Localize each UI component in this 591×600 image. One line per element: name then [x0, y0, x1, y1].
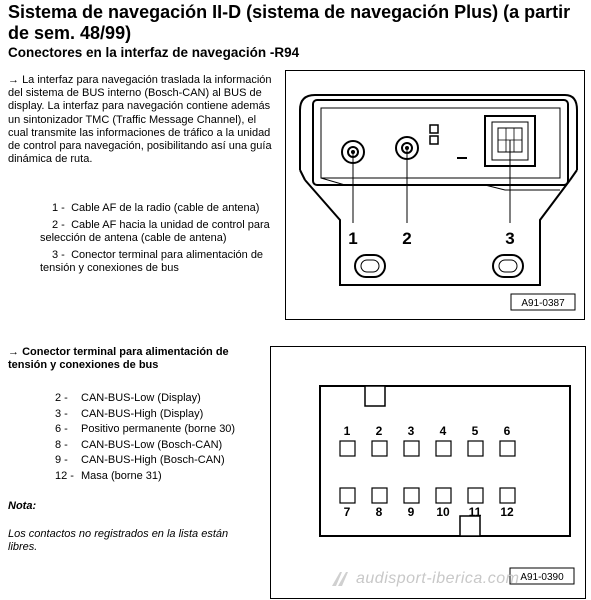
pin-label: 8	[375, 505, 383, 519]
pin-label: 11	[468, 505, 482, 519]
page-subtitle: Conectores en la interfaz de navegación -R94	[8, 45, 300, 60]
pin-label: 4	[439, 424, 447, 438]
callout-1: 1	[348, 229, 358, 248]
figure-ref: A91-0387	[521, 298, 565, 309]
pin-label: 12	[500, 505, 514, 519]
callout-2: 2	[402, 229, 412, 248]
pin-label: 9	[407, 505, 415, 519]
legend-item: 2 - Cable AF hacia la unidad de control para selección de antena (cable de antena)	[40, 219, 270, 244]
pin-label: 6	[503, 424, 511, 438]
note-label: Nota:	[8, 500, 37, 512]
list-item: 2 - CAN-BUS-Low (Display)	[55, 392, 201, 404]
pin-label: 3	[407, 424, 415, 438]
pin-label: 2	[375, 424, 383, 438]
section-heading: → Conector terminal para alimentación de tensión y conexiones de bus	[8, 346, 229, 371]
page-title: Sistema de navegación II-D (sistema de navegación Plus) (a partir de sem. 48/99)	[8, 2, 571, 43]
watermark-logo-icon	[330, 570, 352, 588]
watermark-text: audisport-iberica.com	[356, 570, 520, 587]
arrow-icon: →	[8, 346, 19, 358]
list-item: 8 - CAN-BUS-Low (Bosch-CAN)	[55, 438, 223, 451]
intro-paragraph	[8, 74, 278, 166]
list-item: 6 - Positivo permanente (borne 30)	[55, 423, 236, 435]
pin-label: 5	[471, 424, 479, 438]
intro-text: La interfaz para navegación traslada la información del sistema de BUS interno (Bosch-CAN) al BUS de display. La interfaz para navegación contiene además un sintonizador TMC (Traffic Message Channel), el cual transmite las informaciones de tráfico a la unidad de control para navegación, posibilitando así una guía dinámica de ruta.	[8, 74, 272, 166]
pin-label: 10	[436, 505, 450, 519]
figure-connector-pinout	[270, 346, 586, 600]
legend-item: 3 - Conector terminal para alimentación de tensión y conexiones de bus	[40, 249, 264, 274]
arrow-icon: →	[8, 74, 19, 86]
pin-list	[55, 391, 275, 484]
legend-item: 1 - Cable AF de la radio (cable de antena)	[52, 202, 260, 214]
list-item: 12 - Masa (borne 31)	[55, 469, 162, 482]
list-item: 9 - CAN-BUS-High (Bosch-CAN)	[55, 454, 225, 466]
list-item: 3 - CAN-BUS-High (Display)	[55, 407, 204, 420]
figure-interface-unit	[285, 70, 585, 320]
figure-ref: A91-0390	[520, 572, 564, 583]
callout-3: 3	[505, 229, 515, 248]
note-text: Los contactos no registrados en la lista están libres.	[8, 528, 229, 553]
connector-legend	[40, 202, 275, 279]
pin-label: 1	[343, 424, 351, 438]
pin-label: 7	[343, 505, 351, 519]
